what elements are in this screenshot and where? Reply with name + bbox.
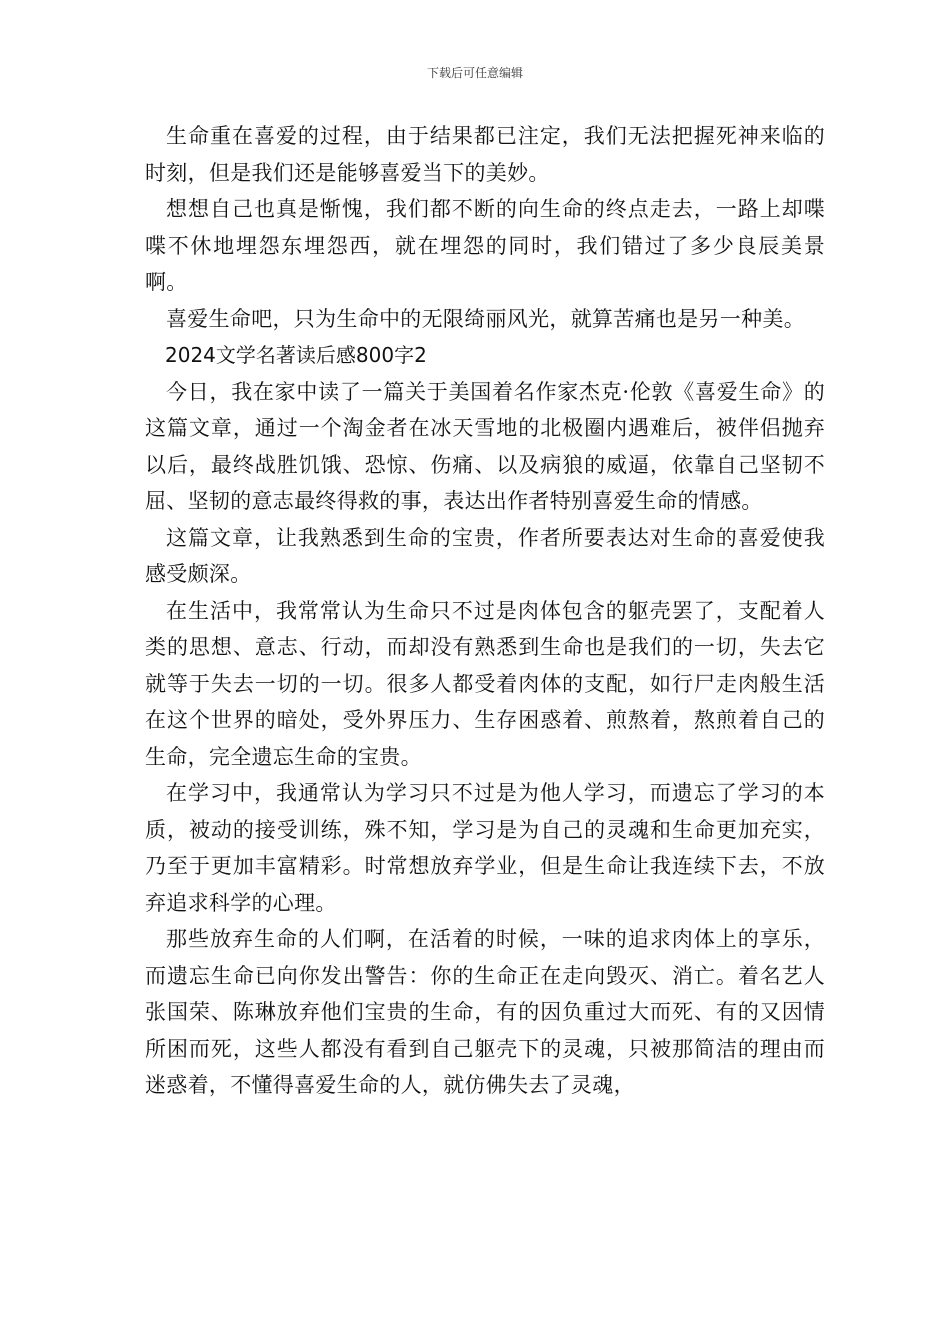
document-body <box>145 118 825 1104</box>
section-heading: 2024文学名著读后感800字2 <box>165 343 427 367</box>
paragraph-1: 生命重在喜爱的过程，由于结果都已注定，我们无法把握死神来临的时刻，但是我们还是能够喜爱当下的美妙。 <box>145 124 825 185</box>
page-header: 下载后可任意编辑 <box>426 66 523 80</box>
paragraph-7: 在学习中，我通常认为学习只不过是为他人学习，而遗忘了学习的本质，被动的接受训练，殊不知，学习是为自己的灵魂和生命更加充实，乃至于更加丰富精彩。时常想放弃学业，但是生命让我连续下去，不放弃追求科学的心理。 <box>145 781 825 915</box>
paragraph-6: 在生活中，我常常认为生命只不过是肉体包含的躯壳罢了，支配着人类的思想、意志、行动，而却没有熟悉到生命也是我们的一切，失去它就等于失去一切的一切。很多人都受着肉体的支配，如行尸走肉般生活在这个世界的暗处，受外界压力、生存困惑着、煎熬着，熬煎着自己的生命，完全遗忘生命的宝贵。 <box>145 598 825 769</box>
paragraph-3: 喜爱生命吧，只为生命中的无限绮丽风光，就算苦痛也是另一种美。 <box>166 306 805 331</box>
paragraph-2: 想想自己也真是惭愧，我们都不断的向生命的终点走去，一路上却喋喋不休地埋怨东埋怨西，就在埋怨的同时，我们错过了多少良辰美景啊。 <box>145 197 825 294</box>
paragraph-5: 这篇文章，让我熟悉到生命的宝贵，作者所要表达对生命的喜爱使我感受颇深。 <box>145 525 825 586</box>
paragraph-4: 今日，我在家中读了一篇关于美国着名作家杰克·伦敦《喜爱生命》的这篇文章，通过一个淘金者在冰天雪地的北极圈内遇难后，被伴侣抛弃以后，最终战胜饥饿、恐惊、伤痛、以及病狼的威逼，依靠自己坚韧不屈、坚韧的意志最终得救的事，表达出作者特别喜爱生命的情感。 <box>145 379 825 513</box>
paragraph-8: 那些放弃生命的人们啊，在活着的时候，一味的追求肉体上的享乐，而遗忘生命已向你发出警告：你的生命正在走向毁灭、消亡。着名艺人张国荣、陈琳放弃他们宝贵的生命，有的因负重过大而死、有的又因情所困而死，这些人都没有看到自己躯壳下的灵魂，只被那简洁的理由而迷惑着，不懂得喜爱生命的人，就仿佛失去了灵魂， <box>145 927 825 1097</box>
